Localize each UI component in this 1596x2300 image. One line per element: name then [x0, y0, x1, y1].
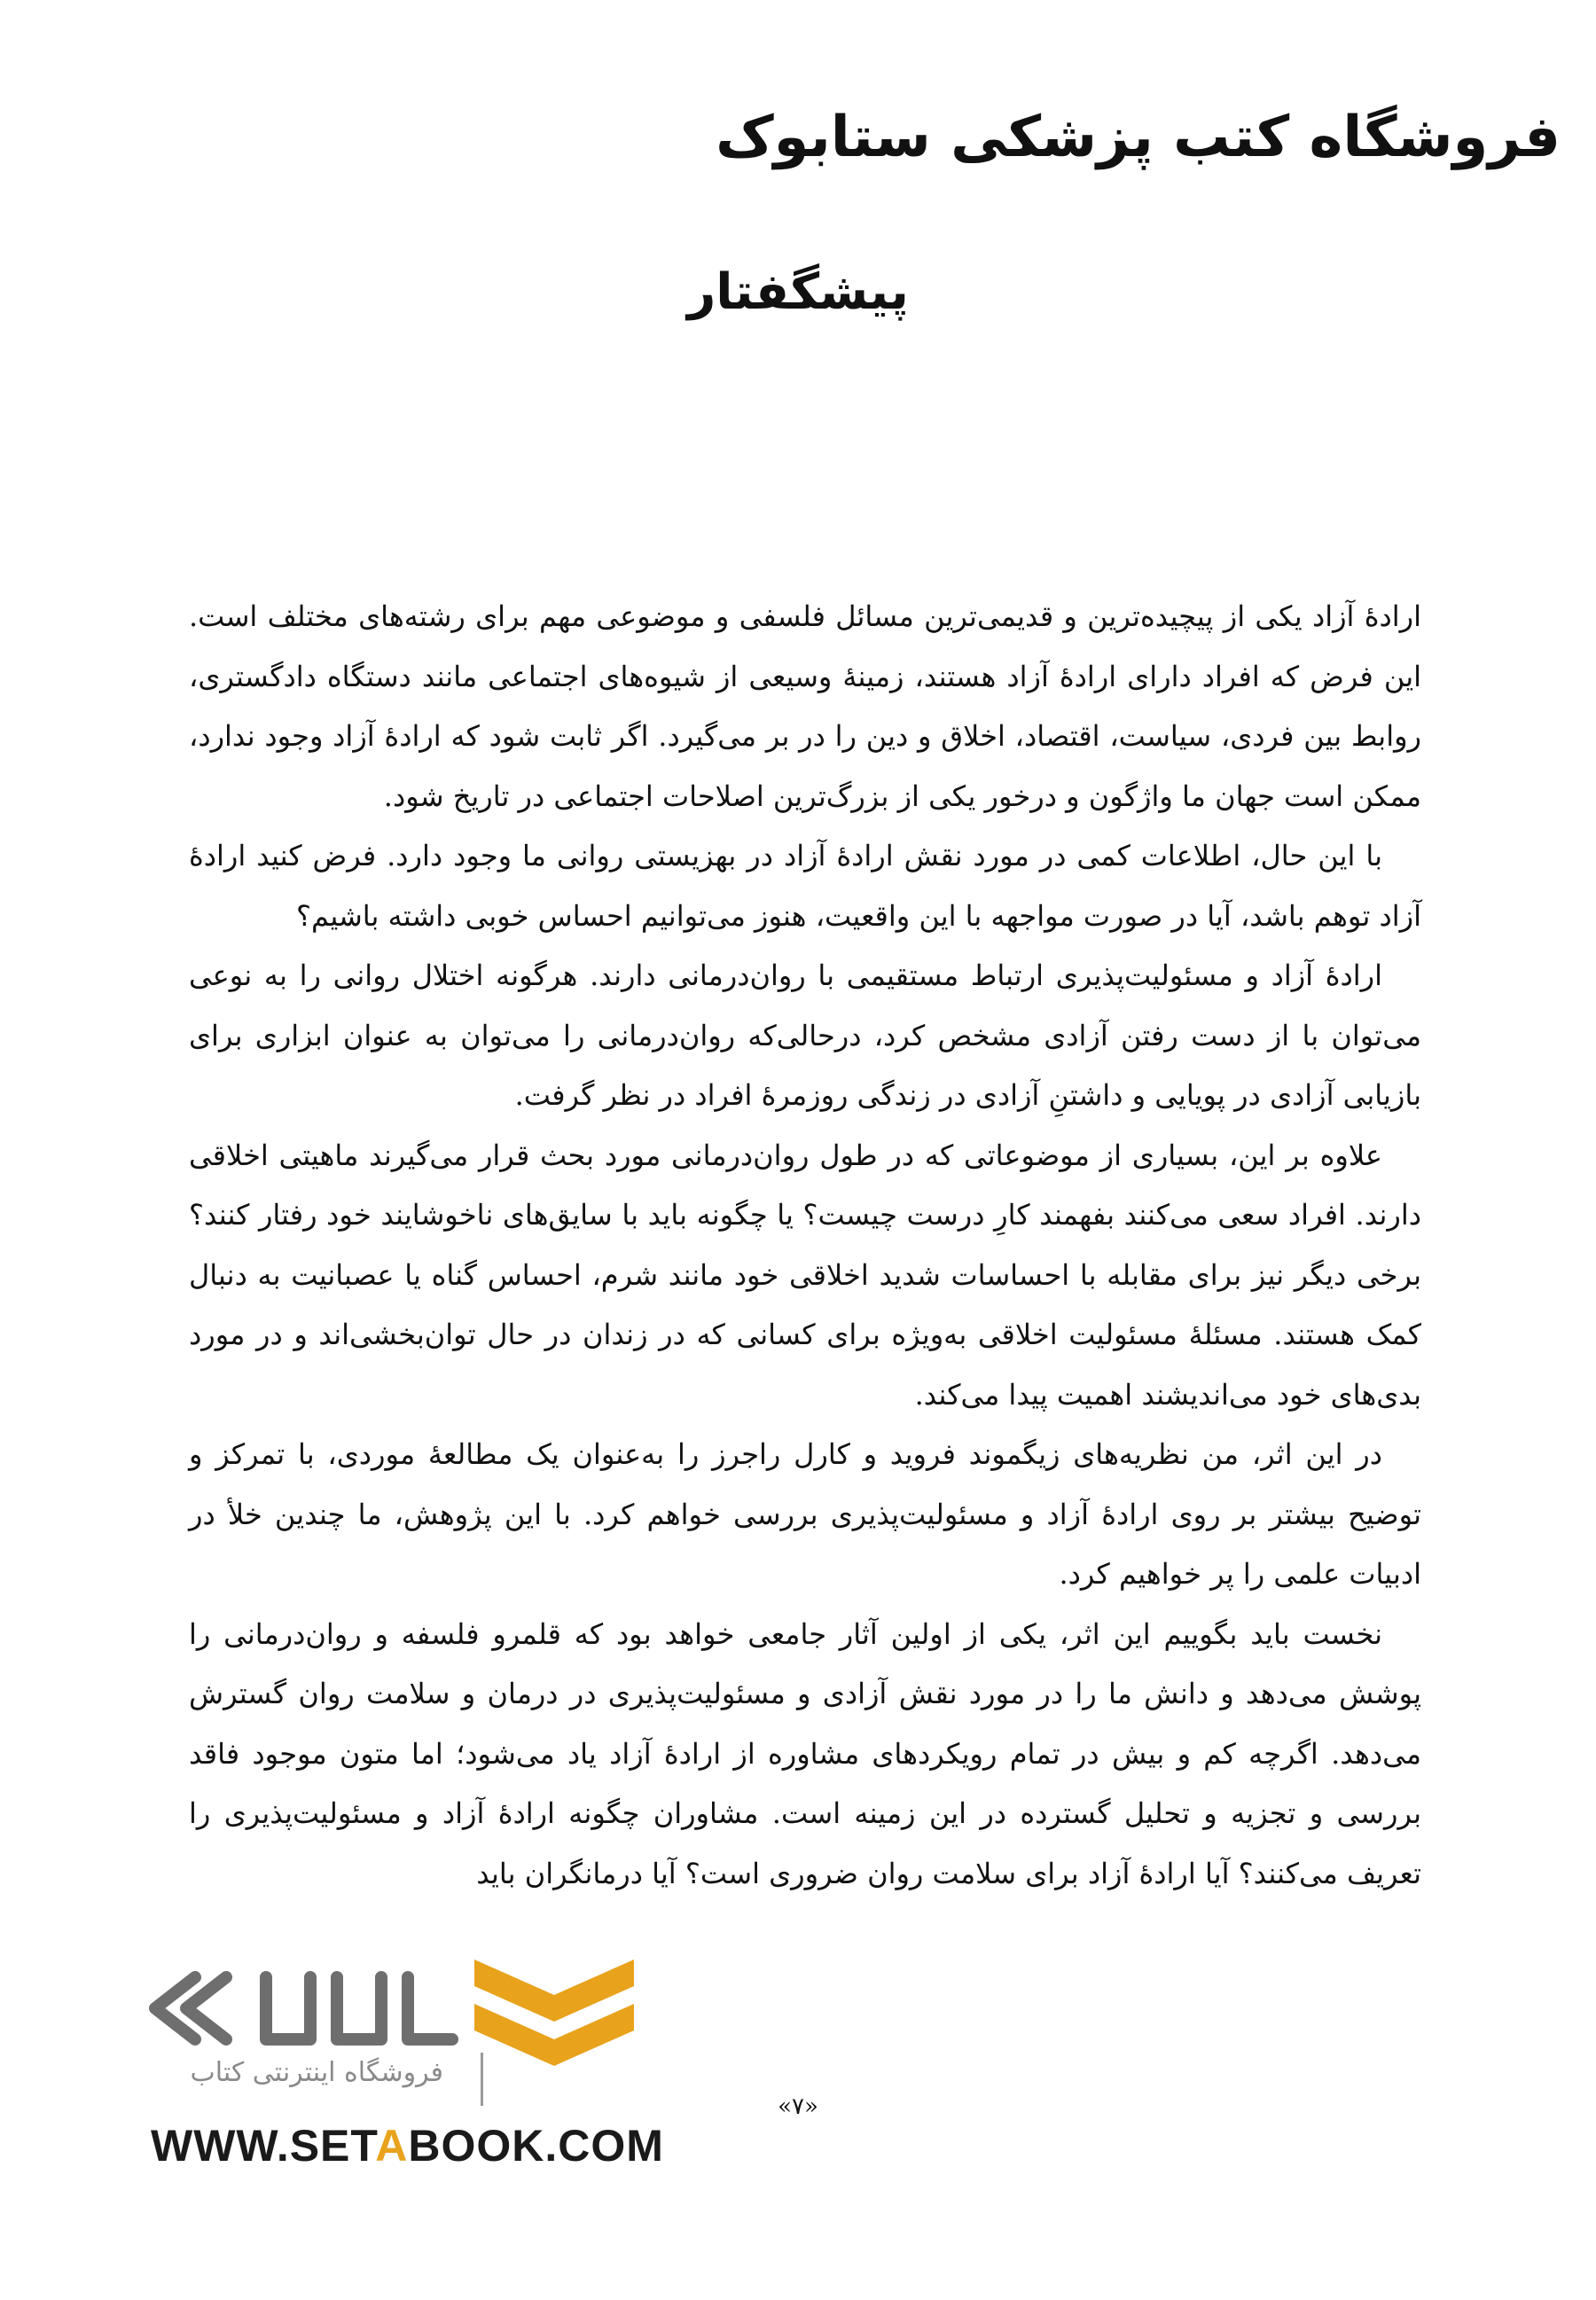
paragraph: ارادهٔ آزاد و مسئولیت‌پذیری ارتباط مستقیمی با روان‌درمانی دارند. هرگونه اختلال روانی را به نوعی می‌توان با از دست رفتن آزادی مشخص کرد، درحالی‌که روان‌درمانی را می‌توان به عنوان ابزاری برای بازیابی آزادی در پویایی و داشتنِ آزادی در زندگی روزمرهٔ افراد در نظر گرفت.: [189, 958, 1421, 1112]
page-number: «۷»: [778, 2093, 818, 2120]
paragraph: ارادهٔ آزاد یکی از پیچیده‌ترین و قدیمی‌ترین مسائل فلسفی و موضوعی مهم برای رشته‌های مختلف است. این فرض که افراد دارای ارادهٔ آزاد هستند، زمینهٔ وسیعی از شیوه‌های اجتماعی مانند دستگاه دادگستری، روابط بین فردی، سیاست، اقتصاد، اخلاق و دین را در بر می‌گیرد. اگر ثابت شود که ارادهٔ آزاد وجود ندارد، ممکن است جهان ما واژگون و درخور یکی از بزرگ‌ترین اصلاحات اجتماعی در تاریخ شود.: [189, 599, 1421, 813]
paragraph: نخست باید بگوییم این اثر، یکی از اولین آثار جامعی خواهد بود که قلمرو فلسفه و روان‌درمانی را پوشش می‌دهد و دانش ما را در مورد نقش آزادی و مسئولیت‌پذیری در درمان و سلامت روان گسترش می‌دهد. اگرچه کم و بیش در تمام رویکردهای مشاوره از ارادهٔ آزاد یاد می‌شود؛ اما متون موجود فاقد بررسی و تجزیه و تحلیل گسترده در این زمینه است. مشاوران چگونه ارادهٔ آزاد و مسئولیت‌پذیری را تعریف می‌کنند؟ آیا ارادهٔ آزاد برای سلامت روان ضروری است؟ آیا درمانگران باید: [189, 1616, 1421, 1890]
setabook-watermark: [133, 1942, 700, 2208]
watermark-tagline: فروشگاه اینترنتی کتاب: [190, 2057, 443, 2088]
watermark-url: [151, 2119, 718, 2172]
setabook-book-icon: [466, 1942, 643, 2093]
chapter-title: پیشگفتار: [687, 263, 909, 321]
url-suffix: BOOK.COM: [408, 2121, 664, 2171]
store-name-header: فروشگاه کتب پزشکی ستابوک: [716, 105, 1561, 170]
watermark-divider: [481, 2053, 483, 2106]
url-accent: A: [375, 2121, 409, 2171]
paragraph: با این حال، اطلاعات کمی در مورد نقش ارادهٔ آزاد در بهزیستی روانی ما وجود دارد. فرض کنید ارادهٔ آزاد توهم باشد، آیا در صورت مواجهه با این واقعیت، هنوز می‌توانیم احساس خوبی داشته باشیم؟: [189, 839, 1421, 933]
paragraph: علاوه بر این، بسیاری از موضوعاتی که در طول روان‌درمانی مورد بحث قرار می‌گیرند ماهیتی اخلاقی دارند. افراد سعی می‌کنند بفهمند کارِ درست چیست؟ یا چگونه باید با سایق‌های ناخوشایند خود رفتار کنند؟ برخی دیگر نیز برای مقابله با احساسات شدید اخلاقی خود مانند شرم، احساس گناه یا عصبانیت به دنبال کمک هستند. مسئلهٔ مسئولیت اخلاقی به‌ویژه برای کسانی که در زندان در حال توان‌بخشی‌اند و در مورد بدی‌های خود می‌اندیشند اهمیت پیدا می‌کند.: [189, 1138, 1421, 1412]
url-prefix: WWW.SET: [151, 2121, 376, 2171]
paragraph: در این اثر، من نظریه‌های زیگموند فروید و کارل راجرز را به‌عنوان یک مطالعهٔ موردی، با تمرکز و توضیح بیشتر بر روی ارادهٔ آزاد و مسئولیت‌پذیری بررسی خواهم کرد. با این پژوهش، ما چندین خلأ در ادبیات علمی را پر خواهیم کرد.: [189, 1437, 1421, 1591]
body-text: [189, 587, 1421, 1904]
